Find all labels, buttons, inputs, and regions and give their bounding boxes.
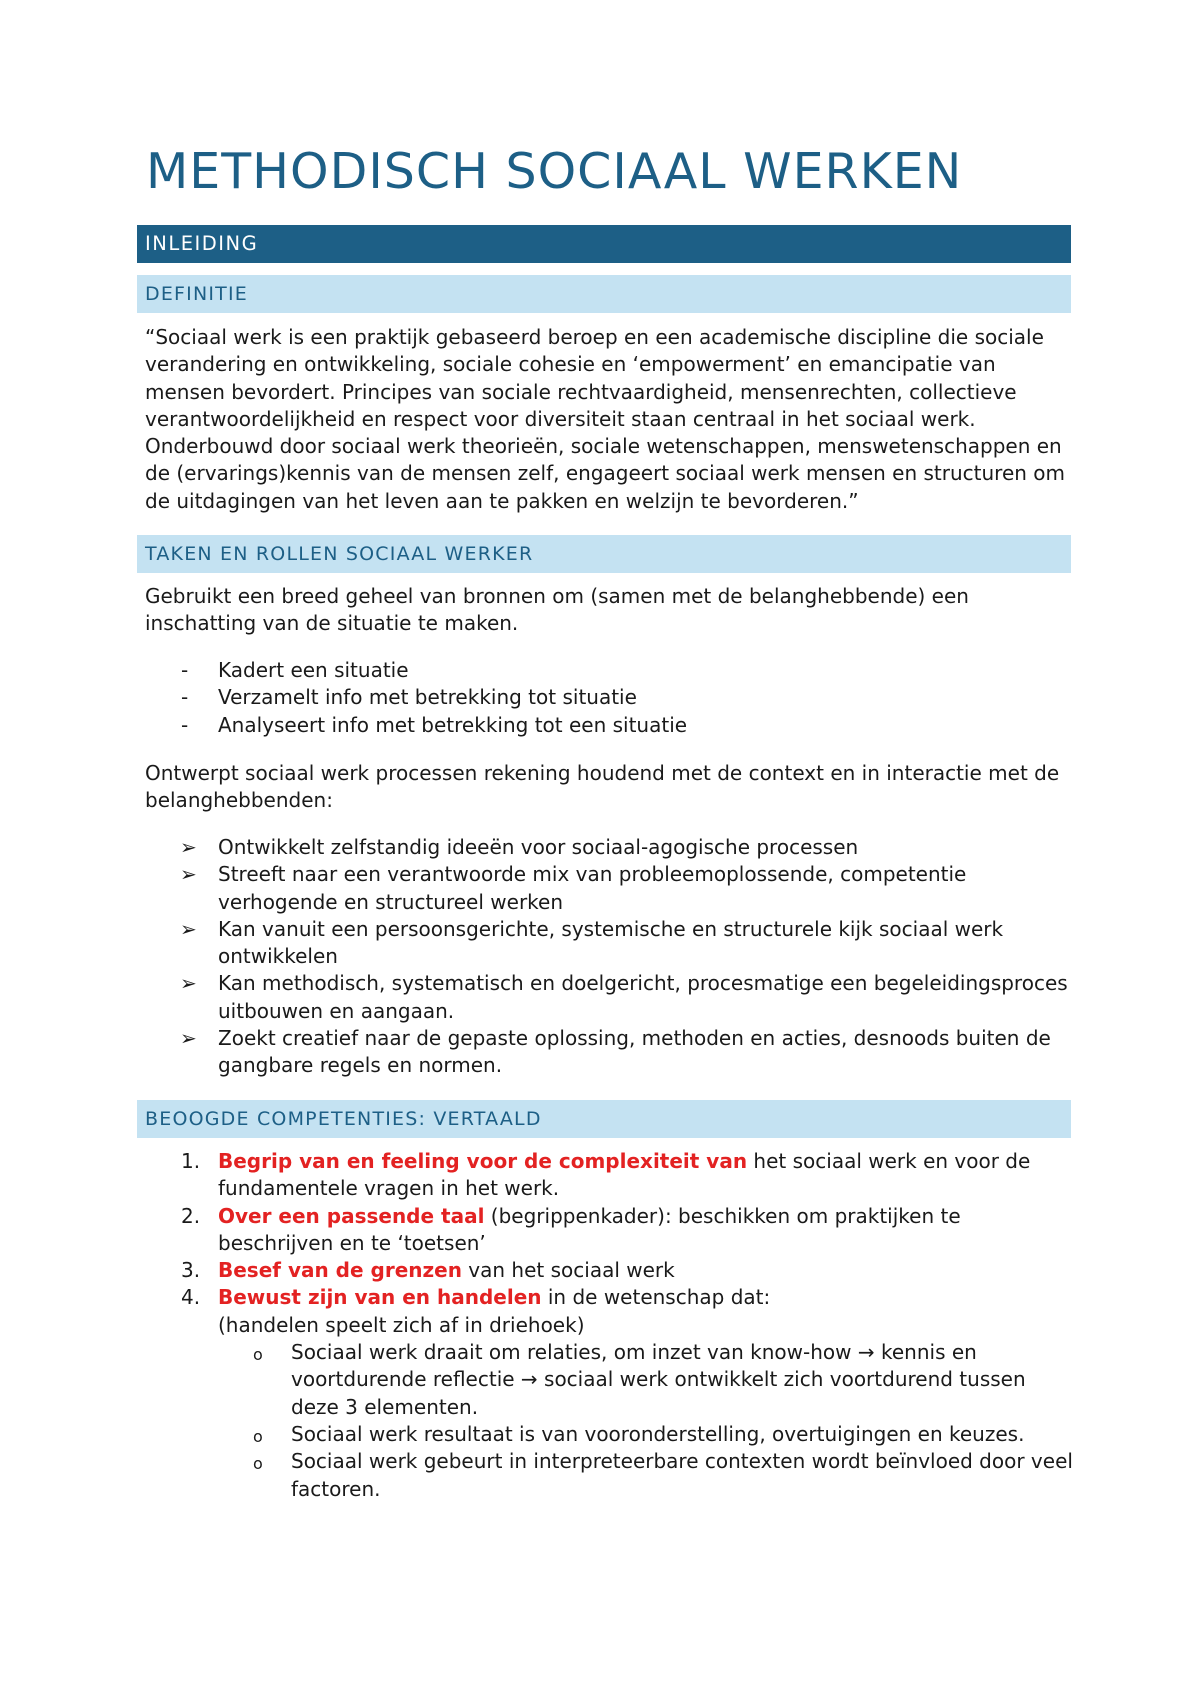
section-header-taken: TAKEN EN ROLLEN SOCIAAL WERKER: [137, 535, 1071, 573]
sub-list: [218, 1339, 1075, 1503]
list-number: 1.: [181, 1149, 201, 1173]
list-item: ➢ Ontwikkelt zelfstandig ideeën voor sociaal-agogische processen: [145, 834, 1075, 861]
list-item: - Analyseert info met betrekking tot een situatie: [145, 712, 1075, 739]
page-title: METHODISCH SOCIAAL WERKEN: [146, 143, 963, 200]
list-item: ➢ Streeft naar een verantwoorde mix van probleemoplossende, competentie verhogende en structureel werken: [180, 862, 967, 914]
dash-marker: -: [181, 658, 189, 682]
list-item: ➢ Kan vanuit een persoonsgerichte, systemische en structurele kijk sociaal werk ontwikkelen: [180, 916, 1004, 969]
list-number: 2.: [181, 1203, 201, 1228]
highlight-text: Begrip van en feeling voor de complexiteit van: [218, 1149, 748, 1173]
list-item: 4. Bewust zijn van en handelen in de wetenschap dat: (handelen speelt zich af in driehoek) o Sociaal werk draait om relaties, om inzet van know-how → kennis en voortdurende reflectie → sociaal werk ontwikkelt zich voortdurend tussen deze 3 elementen. o Sociaal werk resultaat is van vooronderstelling, overtuigingen en keuzes. o Sociaal werk gebeurt in interpreteerbare contexten wordt beïnvloed door veel factoren.: [145, 1284, 1075, 1502]
list-item: 3. Besef van de grenzen van het sociaal werk: [145, 1257, 1075, 1284]
dash-marker: -: [181, 685, 189, 710]
section-header-inleiding: INLEIDING: [137, 225, 1071, 263]
section-header-definitie: DEFINITIE: [137, 275, 1071, 313]
sub-list-item: o Sociaal werk draait om relaties, om inzet van know-how → kennis en voortdurende reflectie → sociaal werk ontwikkelt zich voortdurend tussen deze 3 elementen.: [253, 1340, 1026, 1419]
list-number: 3.: [181, 1258, 201, 1283]
highlight-text: Over een passende taal: [218, 1203, 485, 1228]
highlight-text: Besef van de grenzen: [218, 1258, 462, 1283]
arrow-bullet-icon: ➢: [180, 971, 197, 996]
list-number: 4.: [181, 1285, 201, 1310]
dash-marker: -: [181, 712, 189, 737]
competenties-list: [145, 1148, 1075, 1503]
extra-note: (handelen speelt zich af in driehoek): [218, 1312, 585, 1337]
list-item: 2. Over een passende taal (begrippenkader): beschikken om praktijken te beschrijven en te ‘toetsen’: [181, 1203, 961, 1255]
arrow-bullet-icon: ➢: [180, 916, 197, 941]
definitie-paragraph: “Sociaal werk is een praktijk gebaseerd beroep en een academische discipline die sociale verandering en ontwikkeling, sociale cohesie en ‘empowerment’ en emancipatie van mensen bevordert. Principes van sociale rechtvaardigheid, mensenrechten, collectieve verantwoordelijkheid en respect voor diversiteit staan centraal in het sociaal werk. Onderbouwd door sociaal werk theorieën, sociale wetenschappen, menswetenschappen en de (ervarings)kennis van de mensen zelf, engageert sociaal werk mensen en structuren om de uitdagingen van het leven aan te pakken en welzijn te bevorderen.”: [145, 325, 1066, 513]
ontwerp-intro-paragraph: Ontwerpt sociaal werk processen rekening houdend met de context en in interactie met de belanghebbenden:: [145, 761, 1060, 813]
list-item: 1. Begrip van en feeling voor de complexiteit van het sociaal werk en voor de fundamentele vragen in het werk.: [181, 1149, 1031, 1201]
circle-bullet-icon: o: [253, 1345, 263, 1365]
circle-bullet-icon: o: [253, 1426, 263, 1446]
dash-list: [145, 657, 1075, 739]
arrow-bullet-icon: ➢: [180, 862, 197, 887]
arrow-bullet-icon: ➢: [180, 1026, 197, 1051]
arrow-bullet-icon: ➢: [180, 835, 197, 859]
list-item: - Verzamelt info met betrekking tot situatie: [145, 684, 1075, 711]
sub-list-item: o Sociaal werk gebeurt in interpreteerbare contexten wordt beïnvloed door veel factoren.: [253, 1449, 1073, 1501]
section-header-competenties: BEOOGDE COMPETENTIES: VERTAALD: [137, 1100, 1071, 1138]
sub-list-item: o Sociaal werk resultaat is van vooronderstelling, overtuigingen en keuzes.: [218, 1421, 1075, 1448]
list-item: - Kadert een situatie: [145, 657, 1075, 684]
circle-bullet-icon: o: [253, 1454, 263, 1474]
highlight-text: Bewust zijn van en handelen: [218, 1285, 542, 1310]
list-item: ➢ Kan methodisch, systematisch en doelgericht, procesmatige een begeleidingsproces uitbouwen en aangaan.: [180, 971, 1068, 1023]
taken-intro-paragraph: Gebruikt een breed geheel van bronnen om (samen met de belanghebbende) een inschatting van de situatie te maken.: [145, 584, 969, 636]
arrow-list: [145, 834, 1075, 1080]
list-item: ➢ Zoekt creatief naar de gepaste oplossing, methoden en acties, desnoods buiten de gangbare regels en normen.: [180, 1026, 1051, 1078]
